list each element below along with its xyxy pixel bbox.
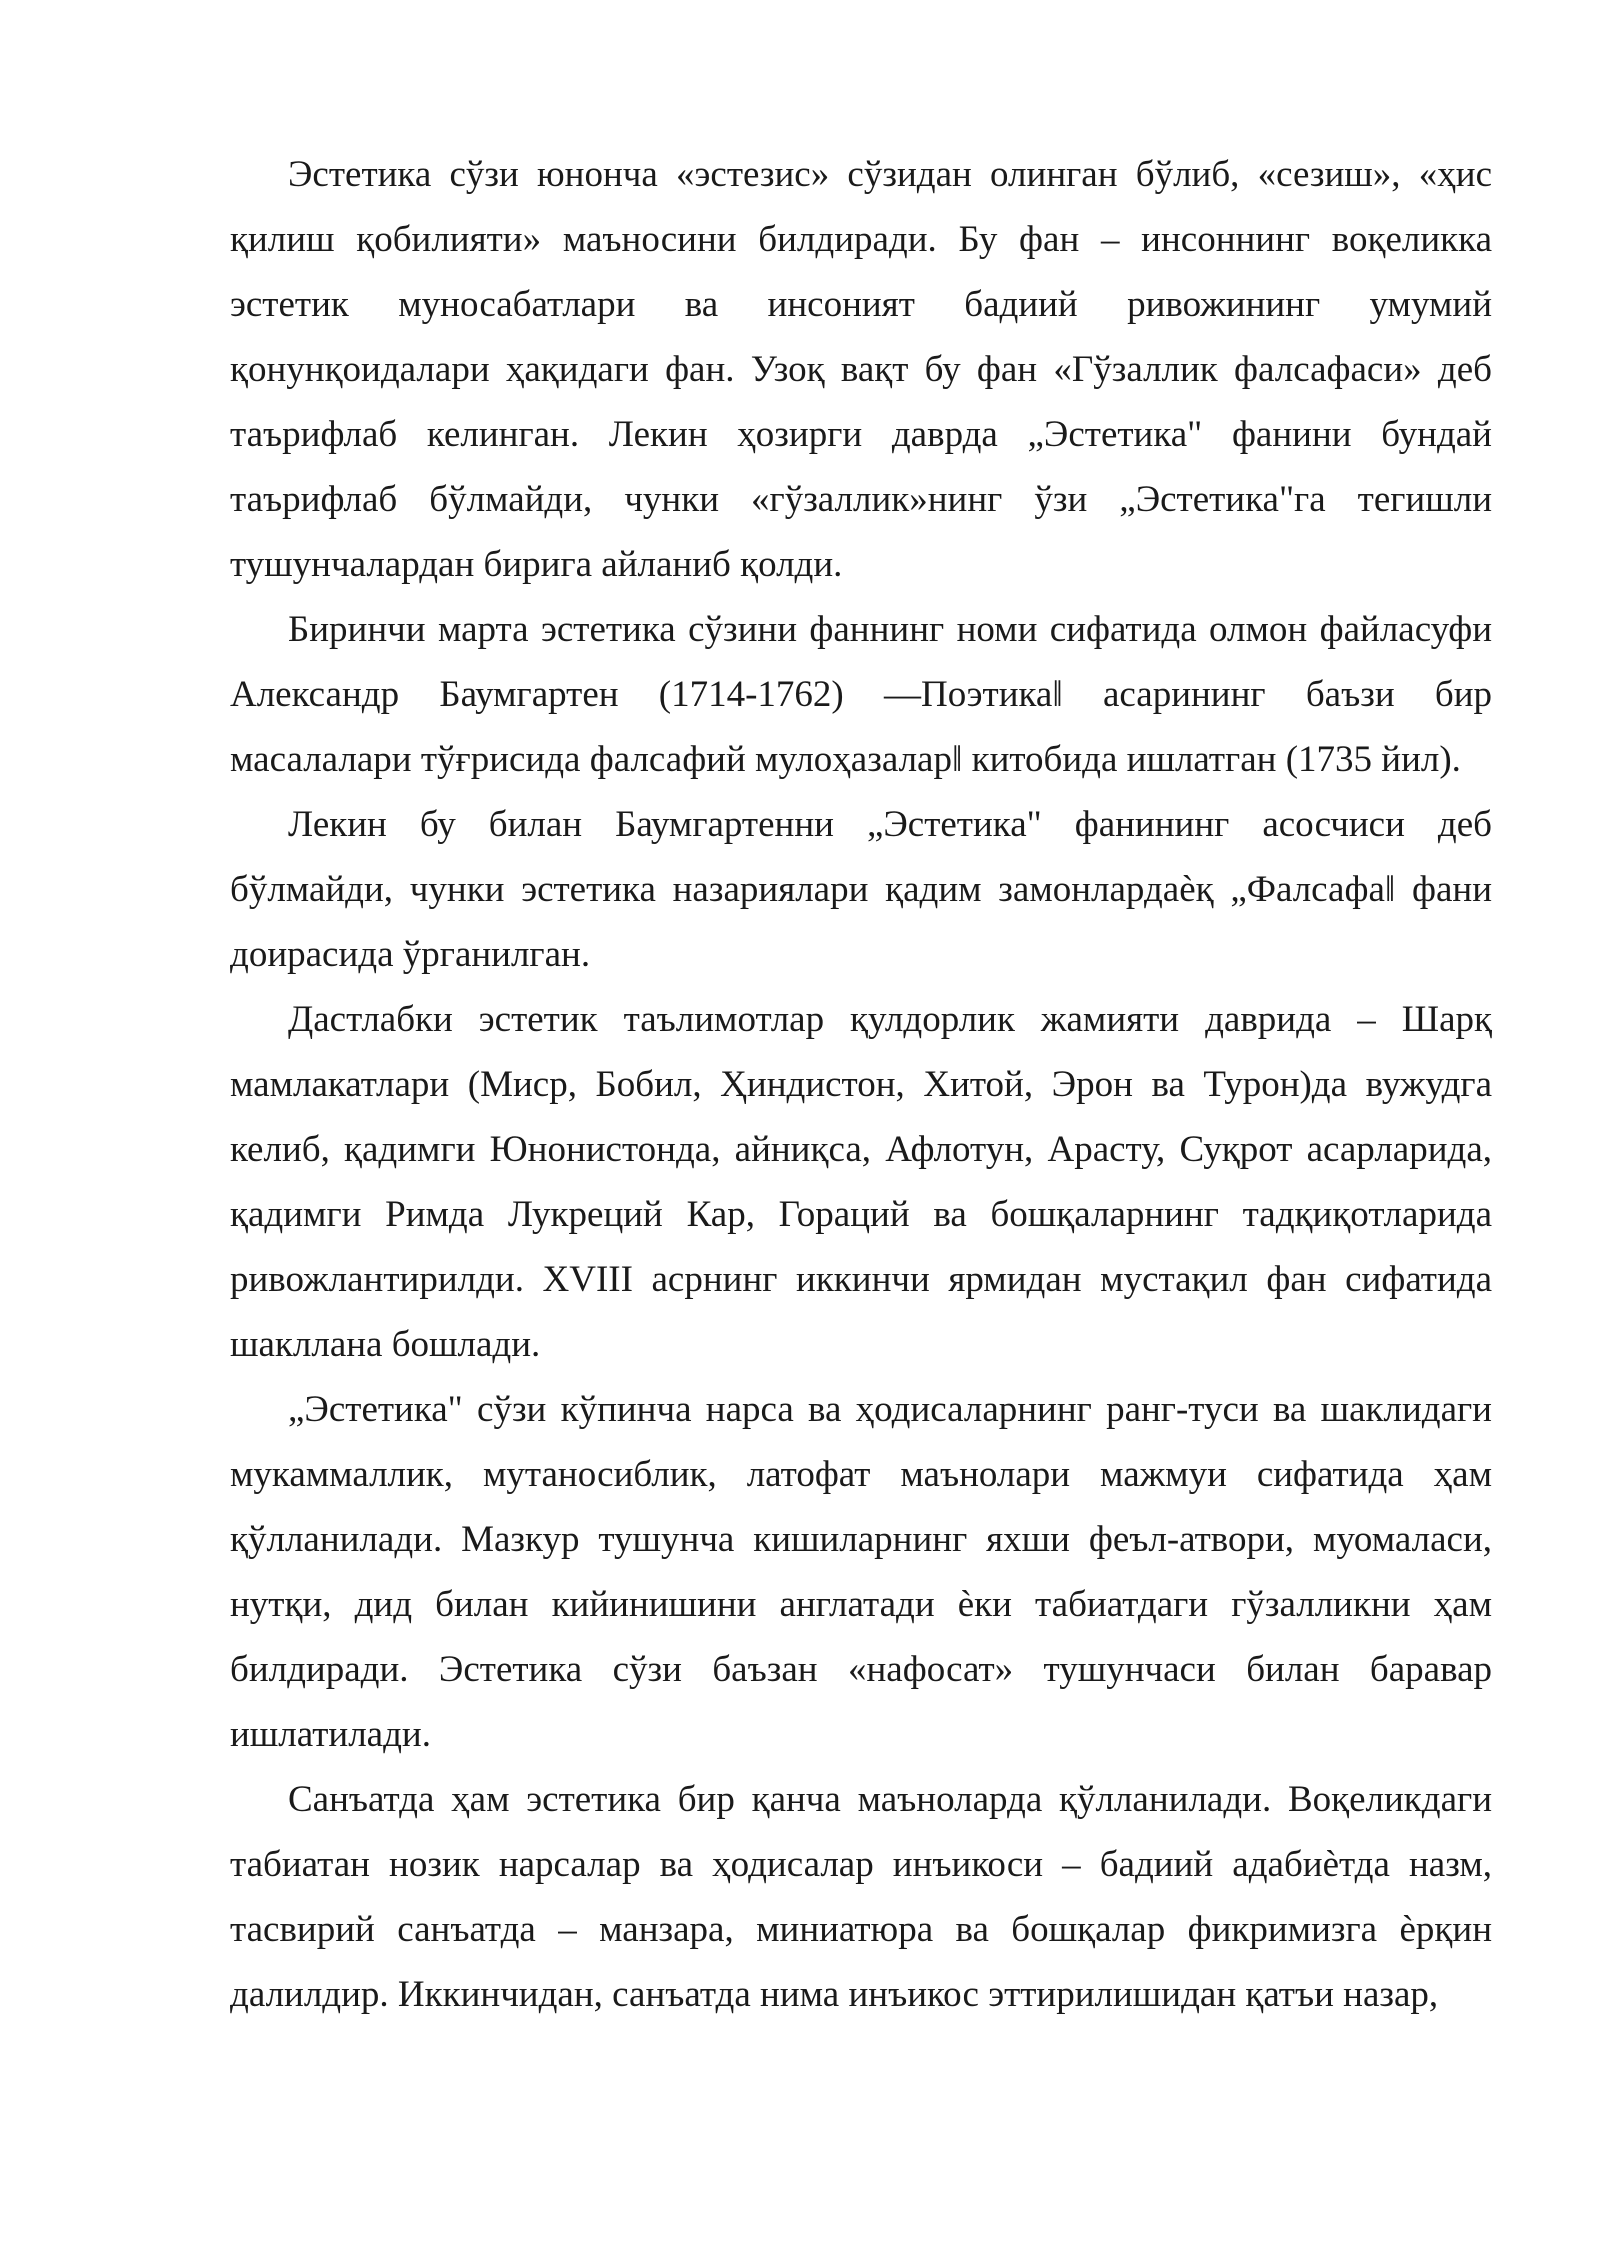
paragraph-word-usage: „Эстетика" сўзи кўпинча нарса ва ҳодисаларнинг ранг-туси ва шаклидаги мукаммаллик, мутаносиблик, латофат маънолари мажмуи сифатида ҳам қўлланилади. Мазкур тушунча кишиларнинг яхши феъл-атвори, муомаласи, нутқи, дид билан кийинишини англатади ѐки табиатдаги гўзалликни ҳам билдиради. Эстетика сўзи баъзан «нафосат» тушунчаси билан баравар ишлатилади.	[230, 1389, 1492, 1755]
paragraph-founder: Лекин бу билан Баумгартенни „Эстетика" фанининг асосчиси деб бўлмайди, чунки эстетика назариялари қадим замонлардаѐқ „Фалсафа‖ фани доирасида ўрганилган.	[230, 804, 1492, 975]
paragraph-etymology: Эстетика сўзи юнонча «эстезис» сўзидан олинган бўлиб, «сезиш», «ҳис қилиш қобилияти» маъносини билдиради. Бу фан – инсоннинг воқеликка эстетик муносабатлари ва инсоният бадиий ривожининг умумий қонунқоидалари ҳақидаги фан. Узоқ вақт бу фан «Гўзаллик фалсафаси» деб таърифлаб келинган. Лекин ҳозирги даврда „Эстетика" фанини бундай таърифлаб бўлмайди, чунки «гўзаллик»нинг ўзи „Эстетика"га тегишли тушунчалардан бирига айланиб қолди.	[230, 154, 1492, 585]
paragraph-art-usage: Санъатда ҳам эстетика бир қанча маъноларда қўлланилади. Воқеликдаги табиатан нозик нарсалар ва ҳодисалар инъикоси – бадиий адабиѐтда назм, тасвирий санъатда – манзара, миниатюра ва бошқалар фикримизга ѐрқин далилдир. Иккинчидан, санъатда нима инъикос эттирилишидан қатъи назар,	[230, 1779, 1492, 2015]
paragraph-baumgarten: Биринчи марта эстетика сўзини фаннинг номи сифатида олмон файласуфи Александр Баумгартен (1714-1762) ―Поэтика‖ асарининг баъзи бир масалалари тўғрисида фалсафий мулоҳазалар‖ китобида ишлатган (1735 йил).	[230, 609, 1492, 780]
paragraph-early-teachings: Дастлабки эстетик таълимотлар қулдорлик жамияти даврида – Шарқ мамлакатлари (Миср, Бобил, Ҳиндистон, Хитой, Эрон ва Турон)да вужудга келиб, қадимги Юнонистонда, айниқса, Афлотун, Арасту, Суқрот асарларида, қадимги Римда Лукреций Кар, Гораций ва бошқаларнинг тадқиқотларида ривожлантирилди. XVIII асрнинг иккинчи ярмидан мустақил фан сифатида шакллана бошлади.	[230, 999, 1492, 1365]
document-body	[230, 142, 1492, 2027]
